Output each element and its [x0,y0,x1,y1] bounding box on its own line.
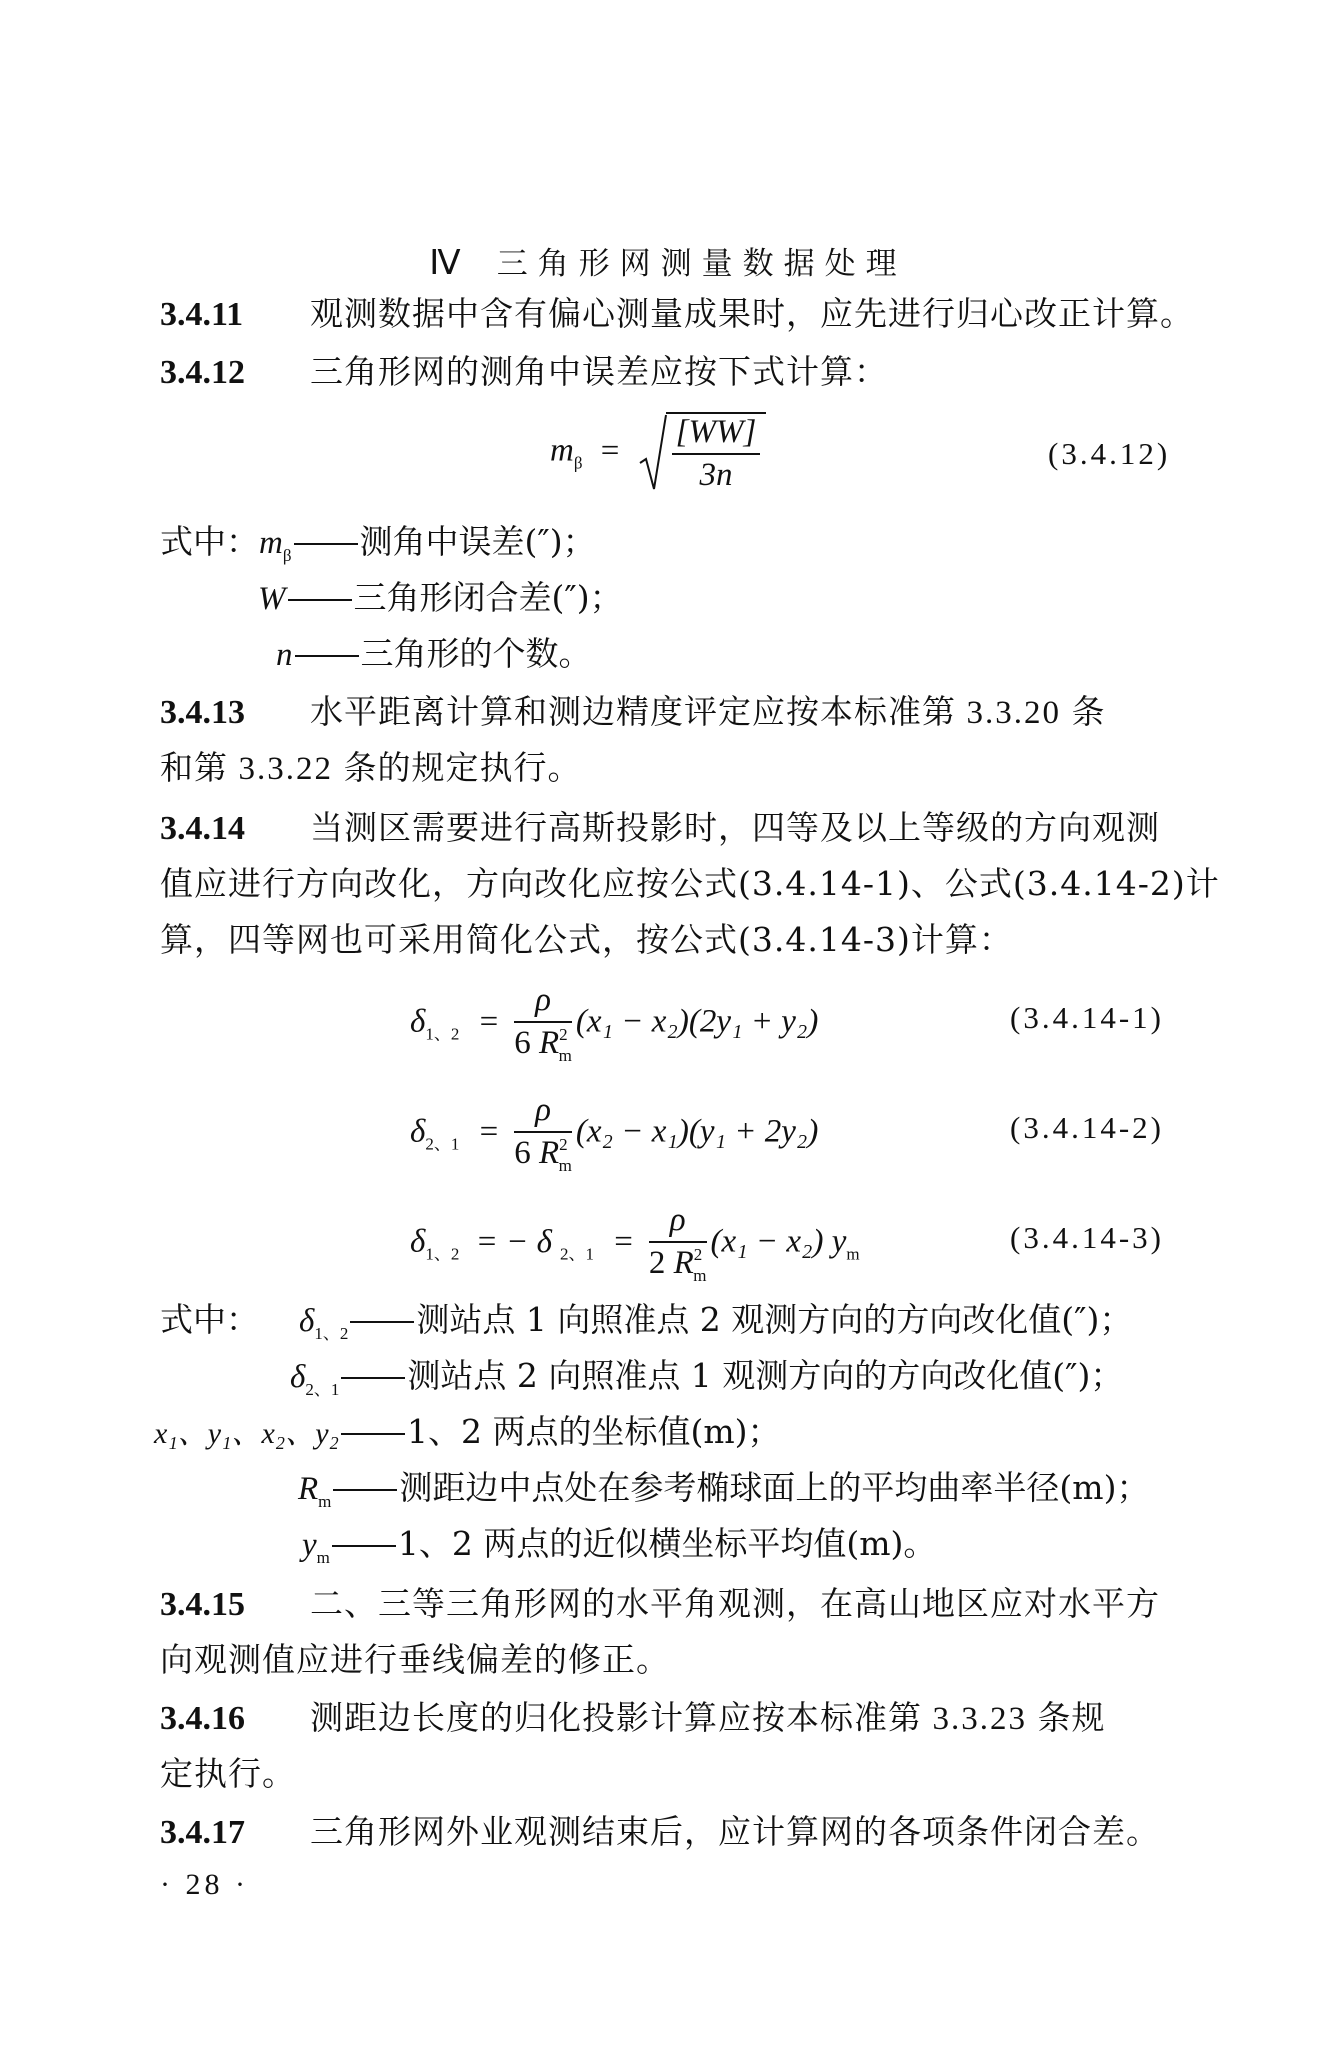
clause-text: 测距边长度的归化投影计算应按本标准第 [310,1698,922,1737]
legend-entry [298,1466,1149,1524]
formula-3-4-12 [550,412,766,494]
radicand [666,412,767,494]
section-heading [0,238,1336,283]
clause-number: 3.4.15 [160,1586,245,1623]
em-dash [288,599,352,601]
clause-3-4-14 [160,806,1160,851]
clause-3-4-13 [160,690,1106,735]
formula-lhs: δ [410,1223,426,1260]
clause-number: 3.4.17 [160,1814,245,1851]
legend-entry [154,1410,781,1456]
formula-lhs-subscript: 1、2 [425,1024,460,1044]
em-dash [341,1377,405,1379]
equation-number: (3.4.14-3) [1010,1220,1164,1255]
formula-fraction [649,1202,707,1286]
denominator-variable: R [538,1135,560,1171]
denominator-variable: R [673,1245,694,1281]
clause-3-4-13-continued [160,746,582,791]
legend-entry [276,632,592,677]
denominator-superscript: 2 [559,1025,568,1044]
formula-body: (x₁ − x₂)(2y₁ + y₂) [575,1003,819,1040]
clause-3-4-15-line-2 [160,1638,670,1682]
formula-lhs-subscript: 1、2 [425,1244,460,1264]
legend-description: 三角形的个数。 [360,634,592,673]
clause-3-4-15 [160,1582,1160,1627]
fraction-denominator [649,1243,707,1286]
legend-description: 测角中误差(″)； [359,522,596,561]
fraction-numerator: ρ [649,1202,707,1243]
clause-3-4-14-line-2 [160,862,1220,906]
clause-text: 三角形网的测角中误差应按下式计算： [310,352,888,391]
legend-description: 三角形闭合差(″)； [353,578,623,617]
legend-prefix: 式中： [160,1300,259,1339]
clause-text: 向观测值应进行垂线偏差的修正。 [160,1640,670,1679]
legend-symbol: m [259,525,283,561]
legend-symbol: δ [290,1359,306,1395]
denominator-subscript: m [558,1156,572,1175]
fraction-numerator: ρ [514,1092,572,1133]
clause-3-4-17 [160,1810,1160,1855]
clause-text: 定执行。 [160,1754,296,1793]
em-dash [341,1433,405,1435]
legend-entry [160,520,596,578]
em-dash [295,655,359,657]
em-dash [294,543,358,545]
formula-mid-subscript: 2、1 [559,1244,594,1264]
denominator-subscript: m [558,1046,572,1065]
legend-symbol: R [298,1471,319,1507]
equation-number: (3.4.14-2) [1010,1110,1164,1145]
clause-3-4-11 [160,292,1194,337]
equation-number: (3.4.14-1) [1010,1000,1164,1035]
clause-text: 观测数据中含有偏心测量成果时，应先进行归心改正计算。 [310,294,1194,333]
legend-entry [160,1298,1132,1356]
clause-text: 条 [1071,692,1106,731]
formula-fraction [514,982,572,1066]
clause-text: 水平距离计算和测边精度评定应按本标准第 [310,692,956,731]
formula-3-4-14-3 [410,1202,860,1286]
formula-lhs: m [550,432,574,469]
legend-entry [258,576,623,621]
legend-symbol: x₁、y₁、x₂、y₂ [154,1417,339,1450]
clause-3-4-16-line-2 [160,1752,296,1796]
clause-3-4-14-line-3 [160,918,1013,962]
formula-3-4-14-2 [410,1092,818,1176]
fraction-denominator: 3n [699,457,733,493]
legend-symbol: y [302,1527,317,1563]
clause-reference: 3.3.20 [966,695,1061,731]
formula-equals: = [600,432,620,469]
clause-reference: 3.3.23 [932,1701,1027,1737]
formula-body: (x₁ − x₂) y [710,1223,847,1260]
clause-number: 3.4.16 [160,1700,245,1737]
clause-number: 3.4.11 [160,296,244,333]
formula-lhs: δ [410,1113,426,1150]
formula-lhs-subscript: β [573,453,583,473]
page-number: · 28 · [160,1868,249,1901]
clause-3-4-16 [160,1696,1106,1741]
clause-text: 二、三等三角形网的水平角观测，在高山地区应对水平方 [310,1584,1160,1623]
formula-equals: = − δ [475,1223,552,1260]
clause-number: 3.4.12 [160,354,245,391]
clause-text: 当测区需要进行高斯投影时，四等及以上等级的方向观测 [310,808,1160,847]
formula-3-4-14-1 [410,982,818,1066]
clause-text: 算，四等网也可采用简化公式，按公式(3.4.14-3)计算： [160,920,1013,959]
legend-symbol: n [276,637,293,673]
legend-symbol-subscript: m [316,1548,330,1567]
em-dash [350,1321,414,1323]
formula-fraction [514,1092,572,1176]
legend-symbol-subscript: 2、1 [305,1380,340,1399]
legend-description: 测站点 1 向照准点 2 观测方向的方向改化值(″)； [416,1300,1133,1339]
formula-body: (x₂ − x₁)(y₁ + 2y₂) [575,1113,819,1150]
legend-entry [302,1522,936,1580]
fraction-denominator [514,1023,572,1066]
formula-equals: = [479,1003,499,1040]
legend-symbol: δ [299,1303,315,1339]
denominator-coefficient: 2 [648,1245,666,1281]
fraction-numerator: ρ [514,982,572,1023]
legend-prefix: 式中： [160,522,259,561]
clause-text: 条的规定执行。 [343,748,582,787]
legend-description: 1、2 两点的坐标值(m)； [406,1412,781,1451]
clause-number: 3.4.13 [160,694,245,731]
formula-lhs: δ [410,1003,426,1040]
clause-reference: 3.3.22 [238,751,333,787]
clause-3-4-12 [160,350,888,395]
legend-entry [290,1354,1123,1412]
equation-number: (3.4.12) [1048,436,1171,471]
clause-text: 值应进行方向改化，方向改化应按公式(3.4.14-1)、公式(3.4.14-2)计 [160,864,1220,903]
em-dash [333,1489,397,1491]
formula-body-subscript: m [846,1244,860,1264]
section-roman-numeral: Ⅳ [429,245,461,282]
formula-equals: = [614,1223,633,1260]
legend-symbol-subscript: m [318,1492,332,1511]
clause-text: 条规 [1037,1698,1106,1737]
formula-equals: = [479,1113,499,1150]
denominator-coefficient: 6 [514,1135,531,1171]
denominator-subscript: m [693,1266,707,1285]
denominator-superscript: 2 [693,1245,703,1264]
em-dash [332,1545,396,1547]
clause-text: 和第 [160,748,228,787]
formula-lhs-subscript: 2、1 [425,1134,460,1154]
clause-text: 三角形网外业观测结束后，应计算网的各项条件闭合差。 [310,1812,1160,1851]
square-root-icon [638,413,668,493]
fraction-numerator: [WW] [672,414,761,455]
legend-description: 测距边中点处在参考椭球面上的平均曲率半径(m)； [399,1468,1150,1507]
legend-symbol: W [258,581,286,617]
section-title: 三角形网测量数据处理 [496,246,907,282]
denominator-coefficient: 6 [514,1025,531,1061]
clause-number: 3.4.14 [160,810,245,847]
denominator-superscript: 2 [559,1135,568,1154]
legend-symbol-subscript: 1、2 [314,1324,349,1343]
denominator-variable: R [538,1025,560,1061]
legend-description: 1、2 两点的近似横坐标平均值(m)。 [397,1524,937,1563]
legend-symbol-subscript: β [282,546,292,565]
legend-description: 测站点 2 向照准点 1 观测方向的方向改化值(″)； [407,1356,1124,1395]
fraction-denominator [514,1133,572,1176]
